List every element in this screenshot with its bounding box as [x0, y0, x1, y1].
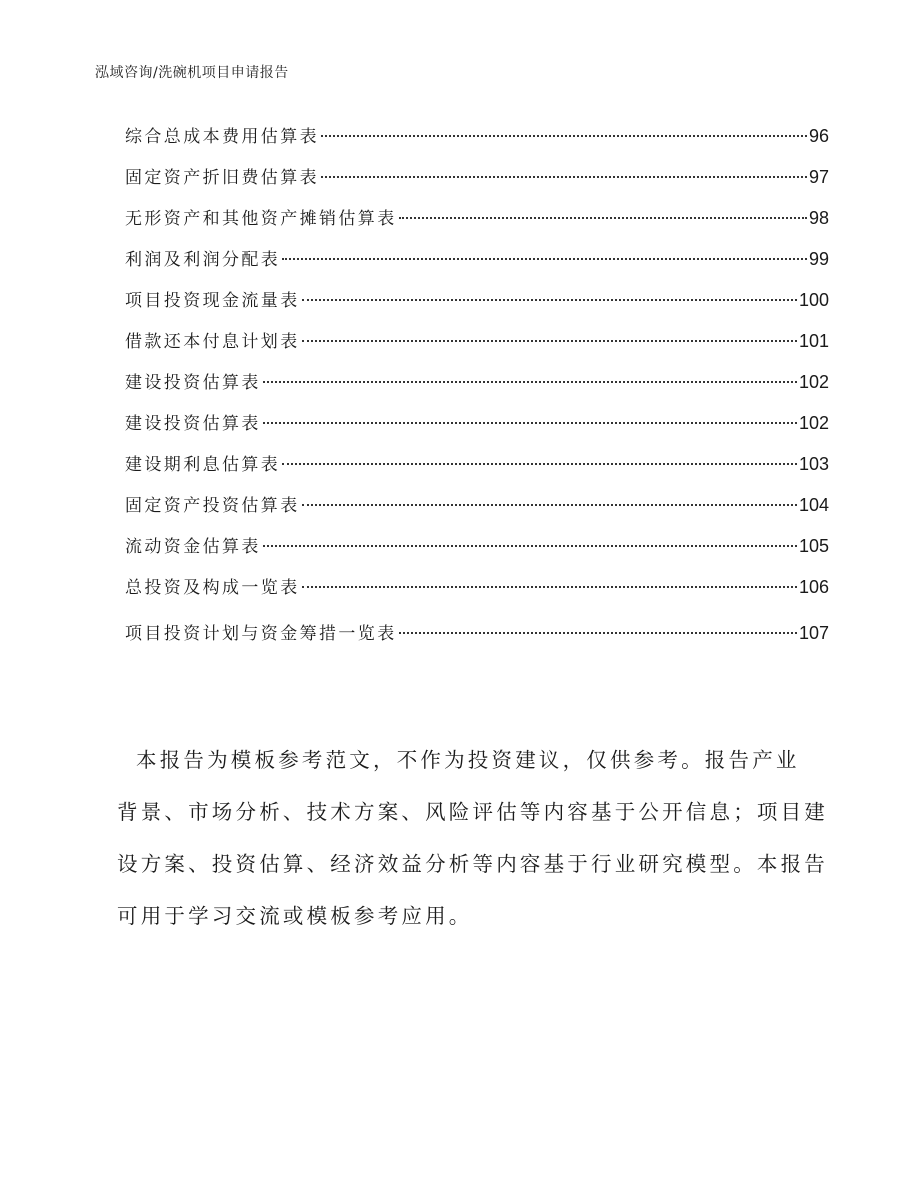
toc-entry-label: 项目投资计划与资金筹措一览表	[125, 624, 397, 644]
toc-entry-page: 102	[798, 372, 829, 392]
toc-entry-label: 借款还本付息计划表	[125, 332, 300, 352]
toc-entry[interactable]	[125, 165, 829, 189]
toc-leader-dots	[302, 504, 797, 506]
toc-entry[interactable]	[125, 247, 829, 271]
toc-entry-page: 104	[798, 495, 829, 515]
toc-entry-label: 建设期利息估算表	[125, 455, 281, 475]
toc-entry[interactable]	[125, 493, 829, 517]
toc-leader-dots	[399, 217, 807, 219]
toc-entry-label: 无形资产和其他资产摊销估算表	[125, 209, 397, 229]
toc-entry[interactable]	[125, 621, 829, 645]
toc-leader-dots	[321, 176, 807, 178]
toc-entry-label: 建设投资估算表	[125, 414, 261, 434]
toc-entry[interactable]	[125, 288, 829, 312]
toc-leader-dots	[302, 586, 797, 588]
disclaimer-line: 背景、市场分析、技术方案、风险评估等内容基于公开信息；项目建	[117, 800, 828, 824]
toc-entry[interactable]	[125, 411, 829, 435]
toc-entry-label: 综合总成本费用估算表	[125, 127, 319, 147]
toc-entry-page: 96	[808, 126, 829, 146]
toc-entry[interactable]	[125, 452, 829, 476]
toc-entry-page: 99	[808, 249, 829, 269]
toc-leader-dots	[302, 340, 797, 342]
toc-entry-label: 建设投资估算表	[125, 373, 261, 393]
toc-entry[interactable]	[125, 534, 829, 558]
toc-entry[interactable]	[125, 329, 829, 353]
toc-entry[interactable]	[125, 575, 829, 599]
toc-entry-label: 固定资产投资估算表	[125, 496, 300, 516]
toc-entry-page: 103	[798, 454, 829, 474]
toc-leader-dots	[321, 135, 807, 137]
toc-entry-label: 固定资产折旧费估算表	[125, 168, 319, 188]
toc-entry[interactable]	[125, 124, 829, 148]
toc-entry-page: 101	[798, 331, 829, 351]
toc-entry-page: 105	[798, 536, 829, 556]
running-header: 泓域咨询/洗碗机项目申请报告	[95, 65, 289, 81]
toc-entry-page: 100	[798, 290, 829, 310]
toc-leader-dots	[302, 299, 797, 301]
toc-leader-dots	[399, 632, 797, 634]
disclaimer-line: 设方案、投资估算、经济效益分析等内容基于行业研究模型。本报告	[117, 852, 828, 876]
toc-entry-page: 102	[798, 413, 829, 433]
disclaimer-line: 可用于学习交流或模板参考应用。	[117, 904, 473, 928]
disclaimer-paragraph	[117, 734, 828, 942]
toc-entry-label: 总投资及构成一览表	[125, 578, 300, 598]
toc-entry[interactable]	[125, 206, 829, 230]
toc-entry[interactable]	[125, 370, 829, 394]
toc-leader-dots	[263, 422, 797, 424]
toc-leader-dots	[282, 258, 807, 260]
toc-leader-dots	[263, 545, 797, 547]
disclaimer-line: 本报告为模板参考范文，不作为投资建议，仅供参考。报告产业	[136, 748, 800, 772]
toc-entry-label: 流动资金估算表	[125, 537, 261, 557]
toc-entry-label: 利润及利润分配表	[125, 250, 281, 270]
toc-leader-dots	[263, 381, 797, 383]
toc-entry-page: 97	[808, 167, 829, 187]
toc-entry-page: 106	[798, 577, 829, 597]
toc-entry-page: 107	[798, 623, 829, 643]
toc-leader-dots	[282, 463, 797, 465]
toc-entry-page: 98	[808, 208, 829, 228]
toc-entry-label: 项目投资现金流量表	[125, 291, 300, 311]
